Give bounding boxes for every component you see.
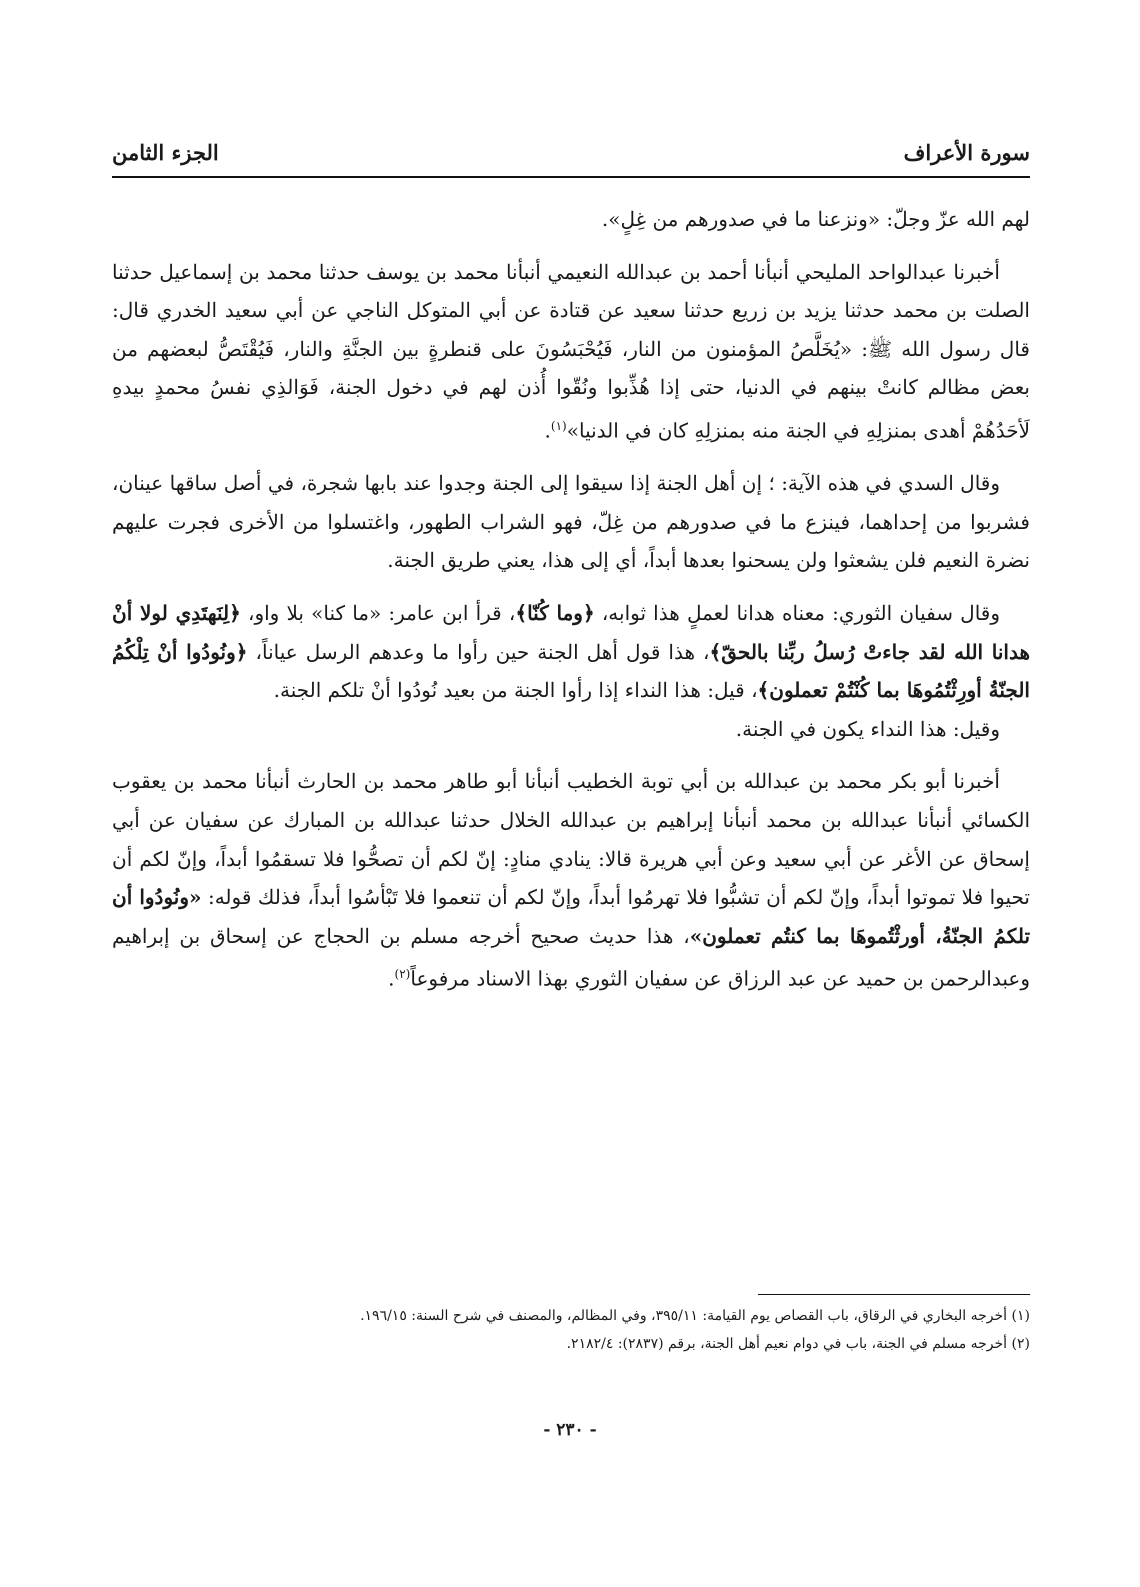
thawri-text-c: ، هذا قول أهل الجنة حين رأوا ما وعدهم الرسل عياناً، (255, 639, 710, 664)
footnote-1: (١) أخرجه البخاري في الرقاق، باب القصاص يوم القيامة: ٣٩٥/١١، وفي المظالم، والمصنف في شرح السنة: ١٩٦/١٥. (360, 1308, 1030, 1324)
main-text (112, 200, 1030, 999)
hadith-2-end: . (388, 967, 395, 991)
page-header (112, 126, 1030, 178)
hadith-2-text: أخبرنا أبو بكر محمد بن عبدالله بن أبي توبة الخطيب أنبأنا أبو طاهر محمد بن الحارث أنبأنا محمد بن يعقوب الكسائي أنبأنا عبدالله بن محمد أنبأنا إبراهيم بن عبدالله الخلال حدثنا عبدالله بن المبارك عن سفيان عن أبي إسحاق عن الأغر عن أبي سعيد وعن أبي هريرة قالا: ينادي منادٍ: إنّ لكم أن تصحُّوا فلا تسقمُوا أبداً، وإنّ لكم أن تحيوا فلا تموتوا أبداً، وإنّ لكم أن تشبُّوا فلا تهرمُوا أبداً، وإنّ لكم أن تنعموا فلا تَبْأسُوا أبداً، فذلك قوله: (112, 769, 1030, 910)
part-title: الجزء الثامن (112, 139, 219, 165)
footnote-rule (758, 1294, 1030, 1295)
paragraph-suddi: وقال السدي في هذه الآية: ؛ إن أهل الجنة إذا سيقوا إلى الجنة وجدوا عند بابها شجرة، في أصل ساقها عينان، فشربوا من إحداهما، فينزع ما في صدورهم من غِلّ، فهو الشراب الطهور، واغتسلوا من الأخرى فجرت عليهم نضرة النعيم فلن يشعثوا ولن يسحنوا بعدها أبداً، أي إلى هذا، يعني طريق الجنة. (112, 471, 1030, 573)
footnote-ref-1: (١) (550, 418, 567, 433)
page-number: - ٢٣٠ - (543, 1420, 597, 1440)
verse-2: ﴿لِنَهتَدِي لولا أنْ هدانا الله لقد جاءتْ رُسلُ ربِّنا بالحقّ﴾ (112, 601, 1031, 664)
footnotes (112, 1302, 1030, 1358)
hadith-2-text-b: ، هذا حديث صحيح أخرجه مسلم بن الحجاج عن إسحاق بن إبراهيم وعبدالرحمن بن حميد عن عبد الرزاق عن سفيان الثوري بهذا الاسناد مرفوعاً (112, 923, 1030, 991)
paragraph-qila: وقيل: هذا النداء يكون في الجنة. (735, 716, 1000, 741)
surah-title: سورة الأعراف (903, 139, 1030, 165)
paragraph-hadith-1: أخبرنا عبدالواحد المليحي أنبأنا أحمد بن عبدالله النعيمي أنبأنا محمد بن يوسف حدثنا محمد بن إسماعيل حدثنا الصلت بن محمد حدثنا يزيد بن زريع حدثنا سعيد عن قتادة عن أبي المتوكل الناجي عن أبي سعيد الخدري قال: قال رسول الله ﷺ: «يُخَلَّصُ المؤمنون من النار، فَيُحْبَسُونَ على قنطرةٍ بين الجنَّةِ والنار، فَيُقْتَصُّ لبعضهم من بعض مظالم كانتْ بينهم في الدنيا، حتى إذا هُذِّبوا ونُقّوا أُذن لهم في دخول الجنة، فَوَالذِي نفسُ محمدٍ بيدهِ لَأحَدُهُمْ أهدى بمنزلِهِ في الجنة منه بمنزلِهِ كان في الدنيا»$^{(١)}$. (112, 259, 1030, 443)
thawri-text-b: ، قرأ ابن عامر: «ما كنا» بلا واو، (248, 601, 516, 625)
header-rule (112, 176, 1030, 178)
thawri-text-a: وقال سفيان الثوري: معناه هدانا لعملٍ هذا ثوابه، (601, 601, 1001, 625)
footnote-ref-2: (٢) (394, 967, 411, 982)
footnote-2: (٢) أخرجه مسلم في الجنة، باب في دوام نعيم أهل الجنة، برقم (٢٨٣٧): ٢١٨٢/٤. (566, 1336, 1030, 1352)
verse-1: ﴿وما كُنّا﴾ (515, 601, 595, 625)
paragraph-thawri (112, 594, 1030, 710)
verse-3: ﴿ونُودُوا أنْ تِلْكُمُ الجنّةُ أورِثْتُمُوهَا بما كُنْتُمْ تعملون﴾ (112, 639, 1030, 703)
verse-4: «ونُودُوا أن تلكمُ الجنّةُ، أورثْتُموهَا بما كنتُم تعملون» (112, 885, 1031, 948)
paragraph-continuation: لهم الله عزّ وجلّ: «ونزعنا ما في صدورهم من غِلٍ». (601, 207, 1030, 231)
paragraph-hadith-2 (112, 762, 1030, 998)
thawri-text-d: ، قيل: هذا النداء إذا رأوا الجنة من بعيد نُودُوا أنْ تلكم الجنة. (273, 678, 758, 703)
hadith-1-text: أخبرنا عبدالواحد المليحي أنبأنا أحمد بن عبدالله النعيمي أنبأنا محمد بن يوسف حدثنا محمد بن إسماعيل حدثنا الصلت بن محمد حدثنا يزيد بن زريع حدثنا سعيد عن قتادة عن أبي المتوكل الناجي عن أبي سعيد الخدري قال: قال رسول الله ﷺ: «يُخَلَّصُ المؤمنون من النار، فَيُحْبَسُونَ على قنطرةٍ بين الجنَّةِ والنار، فَيُقْتَصُّ لبعضهم من بعض مظالم كانتْ بينهم في الدنيا، حتى إذا هُذِّبوا ونُقّوا أُذن لهم في دخول الجنة، فَوَالذِي نفسُ محمدٍ بيدهِ لَأحَدُهُمْ أهدى بمنزلِهِ في الجنة منه بمنزلِهِ كان في الدنيا» (112, 259, 1030, 443)
